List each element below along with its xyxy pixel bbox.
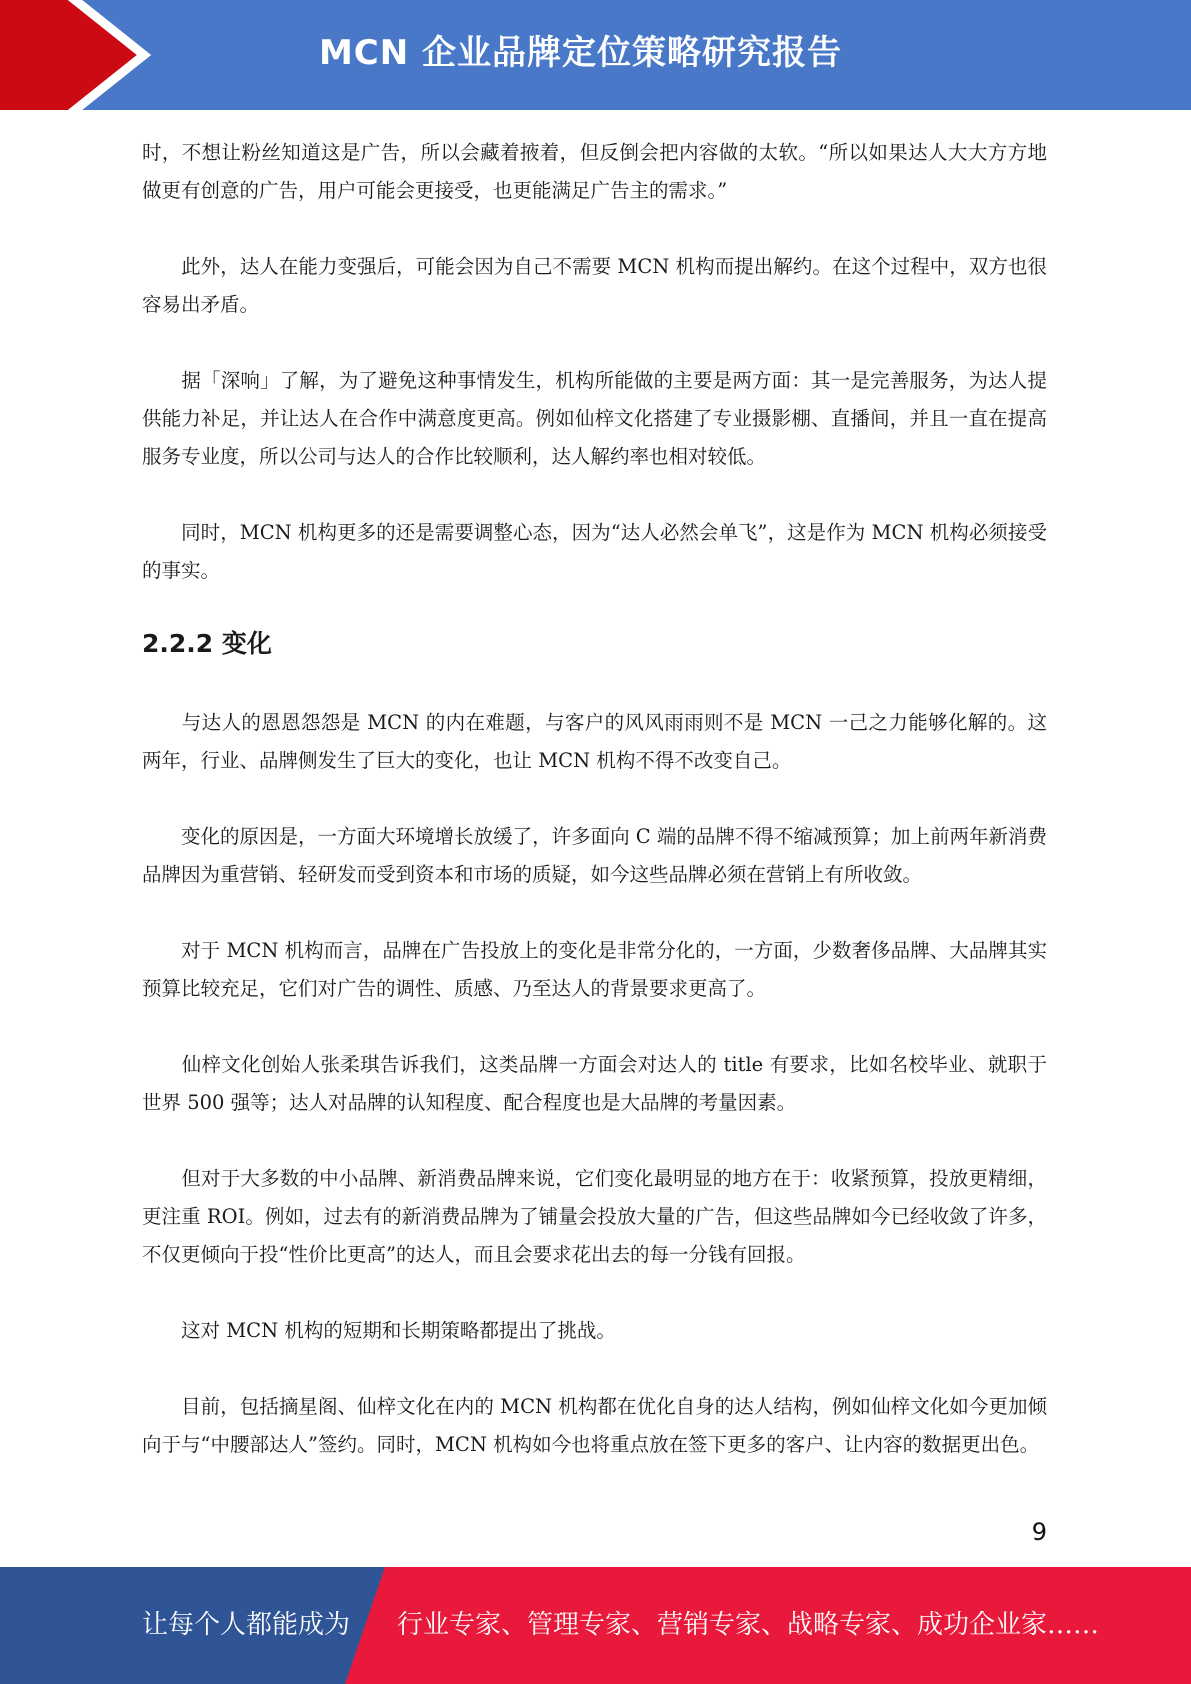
header-chevron-graphic <box>0 0 160 110</box>
paragraph: 这对 MCN 机构的短期和长期策略都提出了挑战。 <box>142 1319 616 1342</box>
document-body <box>142 134 1047 1464</box>
header-red-block <box>0 0 140 110</box>
footer-slogan-right: 行业专家、管理专家、营销专家、战略专家、成功企业家…… <box>397 1610 1100 1640</box>
footer-slogan-left: 让每个人都能成为 <box>142 1610 351 1640</box>
paragraph: 仙梓文化创始人张柔琪告诉我们，这类品牌一方面会对达人的 title 有要求，比如名校毕业、就职于世界 500 强等；达人对品牌的认知程度、配合程度也是大品牌的考量因素。 <box>142 1053 1047 1114</box>
paragraph: 变化的原因是，一方面大环境增长放缓了，许多面向 C 端的品牌不得不缩减预算；加上前两年新消费品牌因为重营销、轻研发而受到资本和市场的质疑，如今这些品牌必须在营销上有所收敛。 <box>142 825 1047 886</box>
paragraph: 但对于大多数的中小品牌、新消费品牌来说，它们变化最明显的地方在于：收紧预算，投放更精细，更注重 ROI。例如，过去有的新消费品牌为了铺量会投放大量的广告，但这些品牌如今已经收敛了许多，不仅更倾向于投“性价比更高”的达人，而且会要求花出去的每一分钱有回报。 <box>142 1167 1047 1266</box>
paragraph: 目前，包括摘星阁、仙梓文化在内的 MCN 机构都在优化自身的达人结构，例如仙梓文化如今更加倾向于与“中腰部达人”签约。同时，MCN 机构如今也将重点放在签下更多的客户、让内容的数据更出色。 <box>142 1395 1047 1456</box>
paragraph: 时，不想让粉丝知道这是广告，所以会藏着掖着，但反倒会把内容做的太软。“所以如果达人大大方方地做更有创意的广告，用户可能会更接受，也更能满足广告主的需求。” <box>142 141 1047 202</box>
page-footer <box>0 1567 1191 1684</box>
section-heading: 2.2.2 变化 <box>142 629 272 658</box>
page-header <box>0 0 1191 110</box>
report-title: MCN 企业品牌定位策略研究报告 <box>318 33 843 73</box>
paragraph: 与达人的恩恩怨怨是 MCN 的内在难题，与客户的风风雨雨则不是 MCN 一己之力能够化解的。这两年，行业、品牌侧发生了巨大的变化，也让 MCN 机构不得不改变自己。 <box>142 711 1047 772</box>
paragraph: 据「深响」了解，为了避免这种事情发生，机构所能做的主要是两方面：其一是完善服务，为达人提供能力补足，并让达人在合作中满意度更高。例如仙梓文化搭建了专业摄影棚、直播间，并且一直在提高服务专业度，所以公司与达人的合作比较顺利，达人解约率也相对较低。 <box>142 369 1047 468</box>
paragraph: 同时，MCN 机构更多的还是需要调整心态，因为“达人必然会单飞”，这是作为 MCN 机构必须接受的事实。 <box>142 521 1047 582</box>
paragraph: 此外，达人在能力变强后，可能会因为自己不需要 MCN 机构而提出解约。在这个过程中，双方也很容易出矛盾。 <box>142 255 1047 316</box>
paragraph: 对于 MCN 机构而言，品牌在广告投放上的变化是非常分化的，一方面，少数奢侈品牌、大品牌其实预算比较充足，它们对广告的调性、质感、乃至达人的背景要求更高了。 <box>142 939 1047 1000</box>
page-number: 9 <box>1031 1518 1047 1546</box>
